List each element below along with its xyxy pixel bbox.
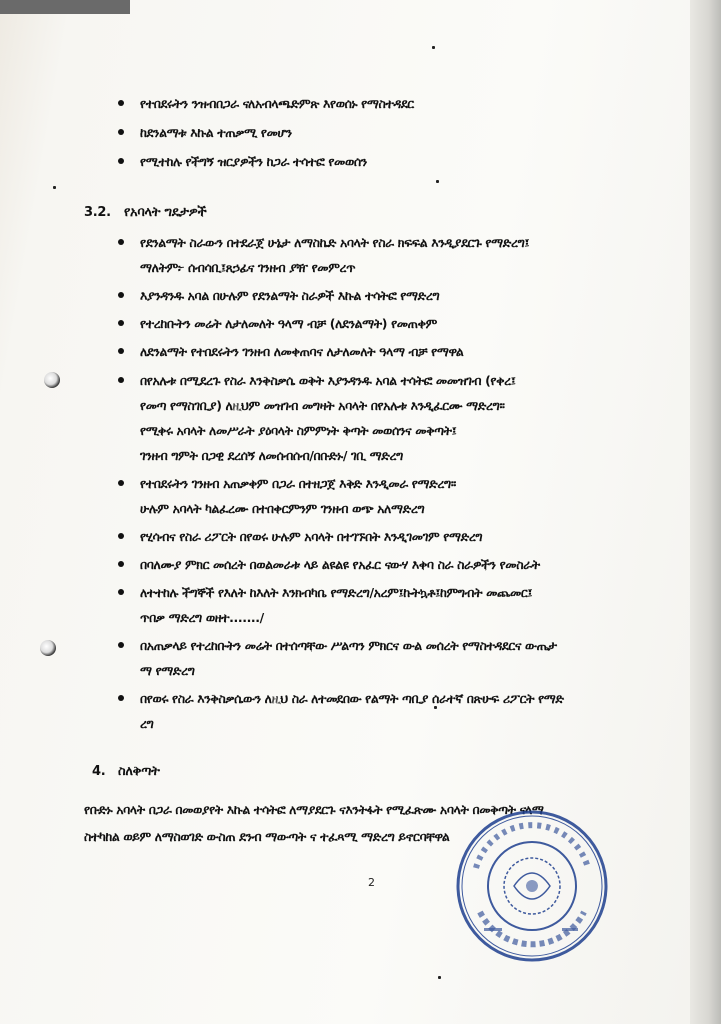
page-stack-edge xyxy=(690,0,721,1024)
list-item: የተበደሩትን ንዝብበጋራ ናለአብላጫድምጽ እየወሰኑ የማስተዳደር xyxy=(110,91,670,116)
rights-list-continued xyxy=(110,91,670,174)
duties-list xyxy=(110,230,670,736)
list-item: በባለሙያ ምክር መሰረት በወልመራቱ ላይ ልዩልዩ የአፈር ናውሃ እቀባ ስራ ስራዎችን የመስራት xyxy=(110,552,670,577)
list-item: ከደንልማቱ እኩል ተጠቃሚ የመሆን xyxy=(110,120,670,145)
section-title: ስለቅጣት xyxy=(118,764,160,779)
list-item: እያንዳንዱ አባል በሁሉም የደንልማት ስራዎች እኩል ተሳትፎ የማድረግ xyxy=(110,283,670,308)
scan-speck xyxy=(434,706,437,709)
punch-hole-bottom xyxy=(40,640,56,656)
section-title: የአባላት ግዴታዎች xyxy=(124,205,207,220)
section-number: 3.2. xyxy=(84,205,111,220)
list-item: በአጠቃላይ የተረከቡትን መሬት በተሰጣቸው ሥልጣን ምክርና ውል መሰረት የማስተዳደርና ውጤታ ማ የማድረግ xyxy=(110,633,670,683)
official-seal-stamp xyxy=(454,808,610,964)
list-item: የደንልማት ስራውን በተደራጀ ሁኔታ ለማስኬድ አባላት የስራ ክፍፍል እንዲያደርጉ የማድረግ፤ ማለትም፦ ሰብሳቢ፤ጸኃፊና ገንዘብ ያዥ የመምረጥ xyxy=(110,230,670,280)
list-item: ለተተከሉ ችግኞች የእለት ከእለት እንክብካቤ የማድረግ/አረም፤ኩትኳቶ፤ከምግብት መጨመር፤ ጥበቃ ማድረግ ወዘተ......./ xyxy=(110,580,670,630)
page-number: 2 xyxy=(368,876,375,889)
list-item: በየአሉቱ በሚደረጉ የስራ እንቅስቃሴ ወቅት እያንዳንዱ አባል ተሳትፎ መመዝገብ (የቀረ፤ የመጣ የማስገቢያ) ለዚህም መዝገብ መግዛት አባላት በየአሉቱ እንዲፈርሙ ማድረግ፡፡ የሚቀሩ አባላት ለመሥራት ያዕባላት ስምምነት ቅጣት መወሰንና መቅጣት፤ ገንዘብ ግምት በጋዊ ደረሰኝ ለመሰብሰብ/በቡድኑ/ ገቢ ማድረግ xyxy=(110,368,670,468)
penalty-paragraph: የቡድኑ አባላት በጋራ በመወያየት እኩል ተሳትፎ ለማያደርጉ ናእንትፋት የሚፈጽሙ አባላት በመቅጣት ናላማ ስተካከል ወይም ለማስወገድ ውስጠ ደንብ ማውጣት ና ተፈጻሚ ማድረግ ይኖርባቸዋል xyxy=(84,802,544,844)
list-item: የተበደሩትን ገንዘብ አጠቃቀም በጋራ በተዘጋጀ እቅድ እንዲመራ የማድረግ፡፡ ሁሉም አባላት ካልፈረሙ በተበቀርምንም ገንዘብ ወጭ አለማድረግ xyxy=(110,471,670,521)
list-item: በየወሩ የስራ እንቅስቃሴውን ለዚህ ስራ ለተመደበው የልማት ጣቢያ ሰራተኛ በጽሁፍ ሪፖርት የማድ ረግ xyxy=(110,686,670,736)
list-item: የተረከቡትን መሬት ለታለመለት ዓላማ ብቻ (ለደንልማት) የመጠቀም xyxy=(110,311,670,336)
punch-hole-top xyxy=(44,372,60,388)
section-heading-3-2 xyxy=(84,205,206,220)
list-item: የሚተከሉ የችግኝ ዝርያዎችን ከጋራ ተሳተፎ የመወሰን xyxy=(110,149,670,174)
list-item: ለደንልማት የተበደሩትን ገንዘብ ለመቀጠባና ለታለመለት ዓላማ ብቻ የማዋል xyxy=(110,339,670,364)
scan-speck xyxy=(432,46,435,49)
section-number: 4. xyxy=(92,764,106,779)
scan-speck xyxy=(438,976,441,979)
list-item: የሂሳብና የስራ ሪፖርት በየወሩ ሁሉም አባላት በተገኙበት እንዲገመገም የማድረግ xyxy=(110,524,670,549)
scan-speck xyxy=(436,180,439,183)
section-heading-4 xyxy=(92,764,160,779)
scan-speck xyxy=(53,186,56,189)
scan-background-corner xyxy=(0,0,130,14)
